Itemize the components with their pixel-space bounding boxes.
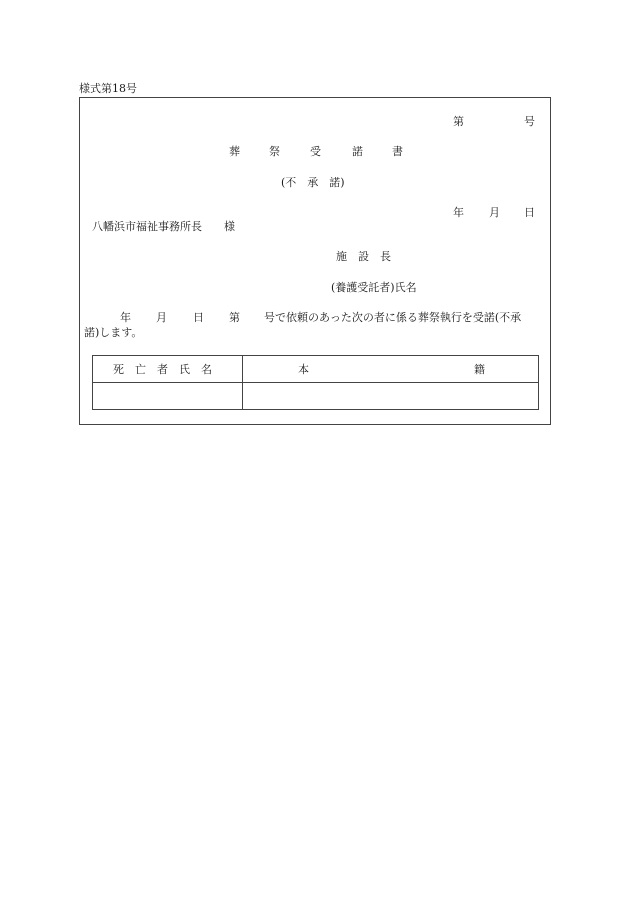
facility-head: 施 設 長 (336, 250, 391, 263)
header-deceased-name: 死 亡 者 氏 名 (113, 363, 212, 376)
form-number: 様式第18号 (79, 82, 137, 95)
title-char-1: 葬 (229, 145, 240, 158)
title-char-2: 祭 (269, 145, 280, 158)
date-day: 日 (524, 206, 535, 219)
title-char-3: 受 (310, 145, 321, 158)
title-char-4: 諾 (352, 145, 363, 158)
title-char-5: 書 (392, 145, 403, 158)
guardian-name-label: (養護受託者)氏名 (331, 281, 417, 294)
body-text-line2: 諾)します。 (84, 326, 143, 339)
subtitle: (不 承 諾) (281, 176, 345, 189)
body-day: 日 (193, 311, 204, 324)
table-row-divider (93, 382, 538, 383)
deceased-table (92, 355, 539, 410)
number-gou: 号 (524, 115, 535, 128)
header-honseki-1: 本 (298, 363, 309, 376)
date-year: 年 (453, 206, 464, 219)
addressee: 八幡浜市福祉事務所長 様 (92, 220, 235, 233)
header-honseki-2: 籍 (474, 363, 485, 376)
body-text-line1: 号で依頼のあった次の者に係る葬祭執行を受諾(不承 (264, 311, 522, 324)
body-year: 年 (120, 311, 131, 324)
date-month: 月 (489, 206, 500, 219)
body-dai: 第 (229, 311, 240, 324)
body-month: 月 (156, 311, 167, 324)
number-dai: 第 (453, 115, 464, 128)
